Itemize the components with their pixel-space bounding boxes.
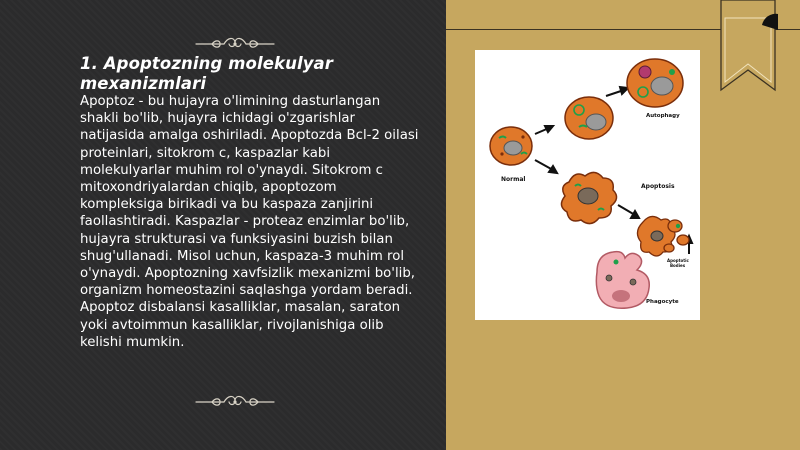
apoptotic-bodies-label-line2: Bodies: [670, 263, 686, 268]
normal-label: Normal: [501, 176, 526, 183]
apoptotic-bodies-label-line1: Apoptotic: [667, 258, 689, 263]
phagocyte-cell: [596, 252, 649, 309]
slide-body-text: Apoptoz - bu hujayra o'limining dasturlangan shakli bo'lib, hujayra ichidagi o'zgarishlar natijasida amalga oshiriladi. Apoptozda Bcl-2 oilasi proteinlari, sitokrom c, kaspazlar kabi molekulyarlar muhim rol o'ynaydi. Sitokrom c mitoxondriyalardan chiqib, apoptozom kompleksiga birikadi va bu kaspaza zanjirini faollashtiradi. Kaspazlar - proteaz enzimlar bo'lib, hujayra strukturasi va funksiyasini buzish bilan shug'ullanadi. Misol uchun, kaspaza-3 muhim rol o'ynaydi. Apoptozning xavfsizlik mexanizmi bo'lib, organizm homeostazini saqlashga yordam beradi. Apoptoz disbalansi kasalliklar, masalan, saraton yoki avtoimmun kasalliklar, rivojlanishiga olib kelishi mumkin.: [80, 94, 419, 350]
normal-cell: [490, 127, 532, 165]
bookmark-ribbon-icon: [718, 0, 778, 98]
autophagy-cell-early: [565, 97, 613, 139]
autophagy-label: Autophagy: [646, 113, 680, 119]
scroll-ornament-icon: [192, 392, 278, 412]
scroll-ornament-icon: [192, 34, 278, 54]
phagocyte-label: Phagocyte: [646, 299, 679, 305]
apoptosis-cell: [561, 172, 616, 223]
autophagy-cell-late: [627, 59, 683, 107]
apoptosis-label: Apoptosis: [641, 183, 675, 190]
apoptosis-diagram-image: [475, 50, 700, 320]
slide-title: 1. Apoptozning molekulyar mexanizmlari: [80, 54, 334, 93]
